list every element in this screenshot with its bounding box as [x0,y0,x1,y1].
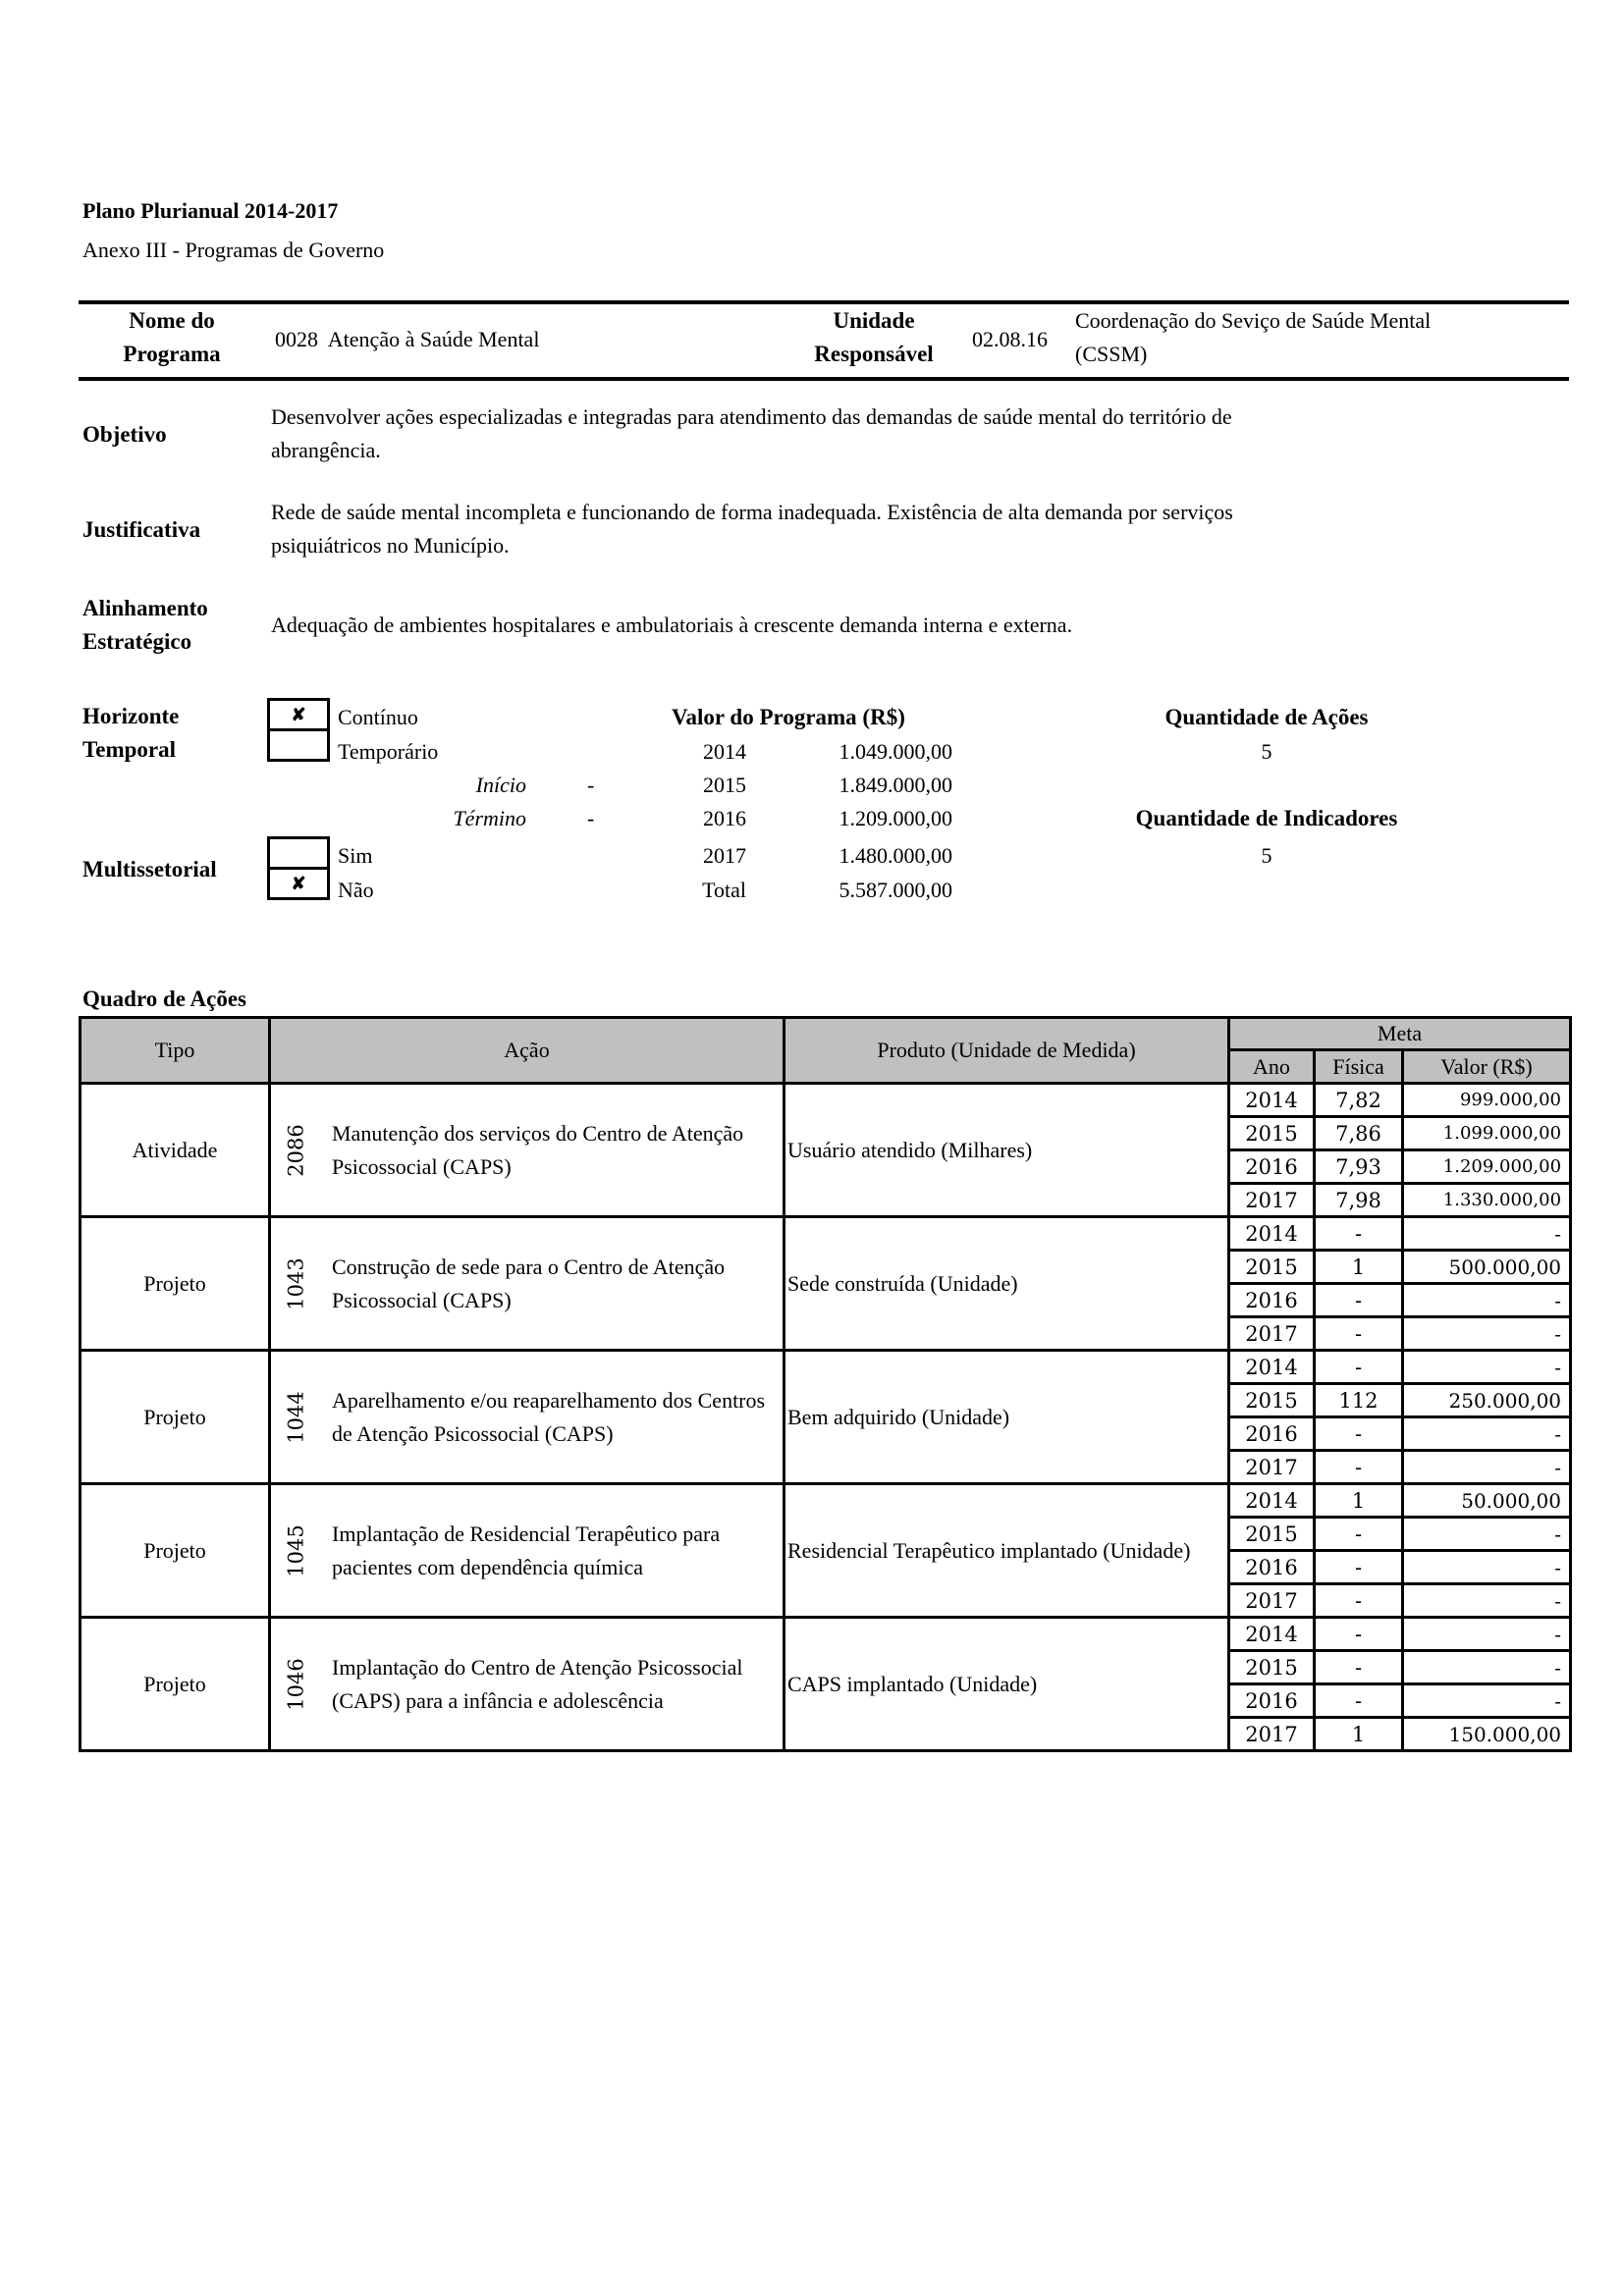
meta-fisica: - [1315,1417,1403,1451]
meta-valor: - [1403,1518,1571,1551]
meta-fisica: 7,82 [1315,1084,1403,1117]
acao-codigo: 1045 [285,1523,309,1577]
meta-valor: - [1403,1351,1571,1384]
horizonte-label [82,700,179,767]
acao-descricao: Implantação de Residencial Terapêutico para pacientes com dependência química [332,1521,721,1579]
check-mark-icon: ✘ [291,704,306,724]
qtd-indicadores-value: 5 [1261,843,1272,868]
acao-descricao: Construção de sede para o Centro de Atenção Psicossocial (CAPS) [332,1254,726,1312]
header-valor: Valor (R$) [1403,1050,1571,1084]
meta-fisica: - [1315,1684,1403,1718]
multissetorial-label: Multissetorial [82,857,217,881]
meta-fisica: - [1315,1217,1403,1251]
meta-ano: 2017 [1229,1317,1315,1351]
option-temporario-label: Temporário [338,739,439,764]
unidade-label-line1: Unidade [833,308,915,333]
header-produto: Produto (Unidade de Medida) [784,1018,1229,1084]
meta-fisica: - [1315,1584,1403,1618]
acao-produto: Residencial Terapêutico implantado (Unidade) [784,1484,1229,1618]
option-sim-label: Sim [338,843,373,868]
document-title: Plano Plurianual 2014-2017 [82,198,339,223]
acao-produto: Sede construída (Unidade) [784,1217,1229,1351]
meta-valor: 999.000,00 [1403,1084,1571,1117]
inicio-value: - [587,773,595,797]
acao-produto: Usuário atendido (Milhares) [784,1084,1229,1217]
meta-ano: 2015 [1229,1651,1315,1684]
valor-programa-valor: 5.587.000,00 [839,878,952,902]
meta-valor: 150.000,00 [1403,1718,1571,1751]
valor-programa-ano: 2015 [703,773,746,797]
table-row [81,1351,1571,1384]
acao-cell [270,1351,784,1484]
valor-programa-valor: 1.209.000,00 [839,806,952,830]
qtd-acoes-value: 5 [1261,739,1272,764]
valor-programa-ano: 2017 [703,843,746,868]
acao-tipo: Projeto [81,1217,270,1351]
acao-wrap [271,1251,783,1317]
meta-fisica: 1 [1315,1718,1403,1751]
objetivo-line2: abrangência. [271,438,381,462]
unidade-label-line2: Responsável [814,342,934,366]
meta-fisica: 7,93 [1315,1150,1403,1184]
acao-produto: Bem adquirido (Unidade) [784,1351,1229,1484]
meta-ano: 2016 [1229,1284,1315,1317]
alinhamento-text: Adequação de ambientes hospitalares e ambulatoriais à crescente demanda interna e externa. [271,613,1073,637]
meta-valor: 250.000,00 [1403,1384,1571,1417]
header-fisica: Física [1315,1050,1403,1084]
acao-cell [270,1217,784,1351]
acao-tipo: Projeto [81,1351,270,1484]
meta-ano: 2015 [1229,1518,1315,1551]
acao-tipo: Projeto [81,1484,270,1618]
valor-programa-title: Valor do Programa (R$) [672,705,905,729]
meta-valor: 1.209.000,00 [1403,1150,1571,1184]
alinhamento-label [82,592,208,659]
meta-fisica: 1 [1315,1251,1403,1284]
justificativa-line2: psiquiátricos no Município. [271,533,510,558]
acao-codigo-container [271,1123,322,1177]
alinhamento-label-line2: Estratégico [82,629,192,654]
meta-fisica: - [1315,1317,1403,1351]
acao-codigo: 2086 [285,1123,309,1177]
acao-codigo: 1046 [285,1657,309,1711]
meta-valor: - [1403,1584,1571,1618]
acao-codigo-container [271,1523,322,1577]
meta-valor: 50.000,00 [1403,1484,1571,1518]
unidade-nome [1075,304,1431,371]
table-row [81,1217,1571,1251]
acao-codigo-container [271,1657,322,1711]
header-meta: Meta [1229,1018,1571,1050]
acao-wrap [271,1518,783,1584]
meta-ano: 2015 [1229,1384,1315,1417]
header-acao: Ação [270,1018,784,1084]
valor-programa-valor: 1.849.000,00 [839,773,952,797]
meta-valor: - [1403,1284,1571,1317]
meta-valor: - [1403,1618,1571,1651]
meta-ano: 2016 [1229,1417,1315,1451]
acao-descricao: Implantação do Centro de Atenção Psicossocial (CAPS) para a infância e adolescência [332,1654,743,1713]
meta-ano: 2014 [1229,1618,1315,1651]
meta-fisica: - [1315,1284,1403,1317]
meta-valor: 1.099.000,00 [1403,1117,1571,1150]
meta-fisica: - [1315,1351,1403,1384]
acao-wrap [271,1384,783,1451]
acao-cell [270,1084,784,1217]
meta-ano: 2017 [1229,1184,1315,1217]
meta-valor: - [1403,1417,1571,1451]
meta-fisica: - [1315,1518,1403,1551]
acao-wrap [271,1651,783,1718]
justificativa-label: Justificativa [82,517,201,542]
meta-fisica: 112 [1315,1384,1403,1417]
table-row [81,1084,1571,1117]
valor-programa-valor: 1.480.000,00 [839,843,952,868]
meta-ano: 2017 [1229,1584,1315,1618]
acao-produto: CAPS implantado (Unidade) [784,1618,1229,1751]
meta-ano: 2014 [1229,1084,1315,1117]
acao-codigo: 1043 [285,1256,309,1310]
meta-ano: 2015 [1229,1251,1315,1284]
meta-fisica: - [1315,1451,1403,1484]
option-continuo-label: Contínuo [338,705,418,729]
objetivo-line1: Desenvolver ações especializadas e integradas para atendimento das demandas de saúde mental do território de [271,404,1232,429]
acao-codigo-container [271,1256,322,1310]
meta-ano: 2015 [1229,1117,1315,1150]
meta-valor: - [1403,1684,1571,1718]
horizonte-label-line1: Horizonte [82,704,180,728]
acao-codigo: 1044 [285,1390,309,1444]
objetivo-text [271,400,1232,467]
document-subtitle: Anexo III - Programas de Governo [82,238,385,262]
justificativa-line1: Rede de saúde mental incompleta e funcionando de forma inadequada. Existência de alta demanda por serviços [271,500,1233,524]
termino-label: Término [453,806,526,830]
unidade-nome-line1: Coordenação do Seviço de Saúde Mental [1075,308,1432,333]
qtd-acoes-label: Quantidade de Ações [1164,705,1369,729]
termino-value: - [587,806,595,830]
nome-programa-label [88,304,255,371]
justificativa-text [271,496,1233,562]
inicio-label: Início [475,773,526,797]
meta-ano: 2017 [1229,1718,1315,1751]
meta-valor: - [1403,1451,1571,1484]
valor-programa-ano: 2014 [703,739,746,764]
meta-fisica: 7,86 [1315,1117,1403,1150]
quadro-acoes-title: Quadro de Ações [82,987,246,1011]
check-mark-icon: ✘ [291,873,306,893]
nome-programa-label-line2: Programa [123,342,221,366]
meta-fisica: - [1315,1618,1403,1651]
programa-codigo: 0028 [275,327,318,351]
valor-programa-ano: 2016 [703,806,746,830]
meta-ano: 2014 [1229,1217,1315,1251]
meta-valor: 1.330.000,00 [1403,1184,1571,1217]
meta-ano: 2017 [1229,1451,1315,1484]
programa-titulo: Atenção à Saúde Mental [327,327,540,351]
unidade-responsavel-label [785,304,962,371]
meta-valor: - [1403,1217,1571,1251]
quadro-acoes-table [79,1016,1572,1752]
checkbox-nao[interactable] [267,867,330,900]
meta-ano: 2014 [1229,1351,1315,1384]
meta-ano: 2016 [1229,1551,1315,1584]
option-nao-label: Não [338,878,374,902]
alinhamento-label-line1: Alinhamento [82,596,208,620]
qtd-indicadores-label: Quantidade de Indicadores [1135,806,1398,830]
valor-programa-ano: Total [702,878,746,902]
valor-programa-valor: 1.049.000,00 [839,739,952,764]
acao-descricao: Manutenção dos serviços do Centro de Atenção Psicossocial (CAPS) [332,1120,744,1179]
divider-bottom [79,377,1569,381]
checkbox-sim[interactable] [267,836,330,870]
acao-cell [270,1484,784,1618]
table-row [81,1484,1571,1518]
programa-nome [275,323,539,356]
meta-valor: - [1403,1317,1571,1351]
meta-fisica: 1 [1315,1484,1403,1518]
meta-fisica: - [1315,1651,1403,1684]
acao-wrap [271,1117,783,1184]
unidade-codigo: 02.08.16 [972,327,1048,351]
meta-valor: - [1403,1551,1571,1584]
nome-programa-label-line1: Nome do [129,308,215,333]
meta-ano: 2016 [1229,1150,1315,1184]
objetivo-label: Objetivo [82,422,167,447]
checkbox-continuo[interactable] [267,698,330,731]
meta-fisica: 7,98 [1315,1184,1403,1217]
meta-ano: 2014 [1229,1484,1315,1518]
acao-tipo: Atividade [81,1084,270,1217]
acao-codigo-container [271,1390,322,1444]
header-tipo: Tipo [81,1018,270,1084]
horizonte-label-line2: Temporal [82,737,176,762]
acao-tipo: Projeto [81,1618,270,1751]
unidade-nome-line2: (CSSM) [1075,342,1148,366]
checkbox-temporario[interactable] [267,728,330,762]
header-ano: Ano [1229,1050,1315,1084]
meta-valor: - [1403,1651,1571,1684]
meta-fisica: - [1315,1551,1403,1584]
meta-ano: 2016 [1229,1684,1315,1718]
meta-valor: 500.000,00 [1403,1251,1571,1284]
acao-cell [270,1618,784,1751]
acao-descricao: Aparelhamento e/ou reaparelhamento dos Centros de Atenção Psicossocial (CAPS) [332,1387,766,1446]
table-row [81,1618,1571,1651]
